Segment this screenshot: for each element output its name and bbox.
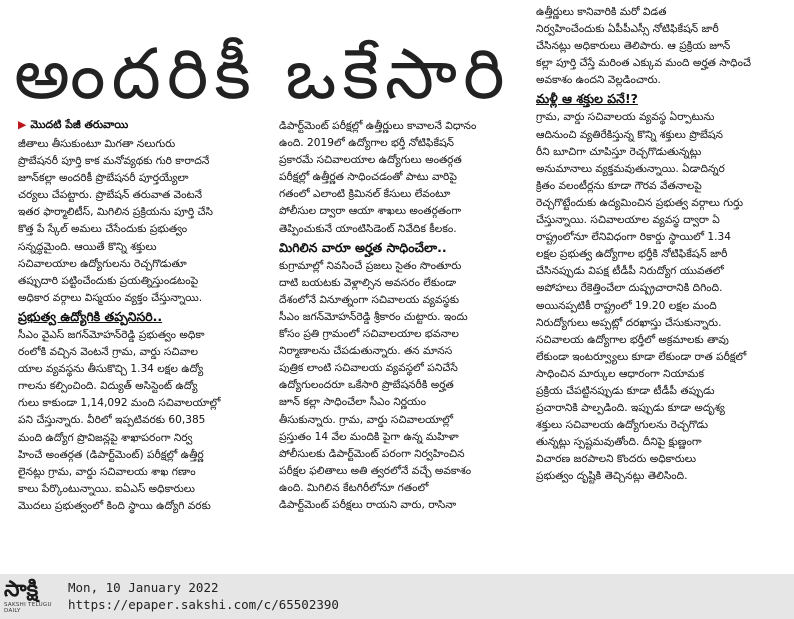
text-line: పోలీసులకు డిపార్ట్‌మెంట్ పరంగా నిర్వహించిన (279, 447, 465, 460)
col2-paras-a (279, 118, 529, 238)
article-column-2 (279, 118, 529, 514)
text-line: సన్నద్ధమైంది. ఆయితే కొన్ని శక్తులు (18, 240, 157, 253)
text-line: లక్షల ప్రభుత్వ ఉద్యోగాల భర్తీకి నోటిఫికేషన్ జారీ (536, 248, 728, 261)
text-line: విచారణ జరపాలని కొందరు అధికారులు (536, 453, 696, 466)
text-line: కల్లా పూర్తి చేస్తే మరింత ఎక్కువ మంది అర్హత సాధించే (536, 57, 752, 70)
text-line: అనుమానాలు వ్యక్తమవుతున్నాయి. ఏడాదిన్నర (536, 162, 725, 175)
text-line: చేసినట్లు అధికారులు తెలిపారు. ఆ ప్రక్రియ జూన్ (536, 40, 731, 53)
text-line: శక్తులు సచివాలయ ఉద్యోగులను రెచ్చగొడు (536, 419, 709, 432)
text-line: లైనట్లు గ్రామ, వార్డు సచివాలయ శాఖ గణాం (18, 465, 196, 478)
text-line: ప్రక్రియ చేపట్టినప్పుడు కూడా టీడీపీ తప్పుడు (536, 384, 715, 397)
text-line: నిర్మాణాలను చేపడుతున్నారు. తన మానస (279, 345, 453, 358)
text-line: రాష్ట్రంలోనూ లేనివిధంగా రికార్డు స్థాయిలో 1.34 (536, 231, 731, 244)
text-line: జీతాలు తీసుకుంటూ మిగతా నలుగురు (18, 138, 176, 150)
text-line: మొదలు ప్రభుత్వంలో కింది స్థాయి ఉద్యోగి వరకు (18, 499, 211, 512)
col3-paras-b (536, 109, 780, 485)
text-line: అధికార వర్గాలు విస్మయం వ్యక్తం చేస్తున్నాయి. (18, 291, 203, 304)
text-line: పుత్రిక లాంటి సచివాలయ వ్యవస్థలో పనిచేసే (279, 362, 458, 375)
text-line: పరీక్షల్లో ఉత్తీర్ణత సాధించడంతో పాటు వారిపై (279, 171, 457, 184)
footer-url[interactable]: https://epaper.sakshi.com/c/65502390 (68, 597, 339, 612)
text-line: ప్రకారమే సచివాలయాల ఉద్యోగులు అంతర్గత (279, 154, 462, 167)
text-line: రంలోకి వచ్చిన వెంటనే గ్రామ, వార్డు సచివాల (18, 346, 199, 359)
text-line: కొత్త పే స్కేల్ అమలు చేసేందుకు ప్రభుత్వం (18, 223, 188, 236)
text-line: రెచ్చగొట్టేందుకు ఉద్యమించిన ప్రభుత్వ వర్గాలు గుర్తు (536, 196, 744, 209)
text-line: యాల వ్యవస్థను తీసుకొచ్చి 1.34 లక్షల ఉద్యో (18, 363, 204, 376)
article-column-3 (536, 4, 780, 486)
text-line: ఉద్యోగులందరూ ఒకేసారి ప్రొబేషనరీకి అర్హత (279, 379, 454, 392)
text-line: దాటి బయటకు వెళ్లాల్సిన అవసరం లేకుండా (279, 276, 457, 289)
text-line: ఇతర ఫార్మాలిటీస్, మిగిలిన ప్రక్రియను పూర్తి చేసి (18, 206, 213, 219)
text-line: తున్నట్లు స్పష్టమవుతోంది. దీనిపై క్షుణ్ణంగా (536, 436, 702, 449)
col3-subhead: మళ్లీ ఆ శక్తుల పనే!? (536, 91, 638, 107)
col3-paras-a (536, 4, 780, 89)
text-line: సీఎం వైఎస్ జగన్‌మోహన్‌రెడ్డి ప్రభుత్వం అధికా (18, 328, 205, 341)
jump-label (18, 118, 128, 134)
text-line: జూన్ కల్లా సాధించేలా సీఎం నిర్ణయం (279, 396, 427, 409)
text-line: తప్పుదారి పట్టించేందుకు ప్రయత్నిస్తుండటంపై (18, 274, 199, 287)
text-line: లేకుండా ఇంటర్వ్యూలు కూడా లేకుండా రాత పరీక్షలో (536, 350, 747, 363)
text-line: తీసుకున్నారు. గ్రామ, వార్డు సచివాలయాల్లో (279, 413, 454, 426)
text-line: పోలీసుల ద్వారా ఆయా శాఖలు అంతర్గతంగా (279, 205, 462, 218)
text-line: రీని బూచిగా చూపిస్తూ రెచ్చగొడుతున్నట్లు (536, 145, 702, 158)
text-line: ప్రొబేషనరీ పూర్తి కాక మనోవ్యథకు గురి కారాదనే (18, 155, 210, 168)
logo-tagline: SAKSHI TELUGU DAILY (4, 602, 52, 614)
text-line: సచివాలయ ఉద్యోగాల భర్తీలో అక్రమాలకు తావు (536, 333, 729, 346)
text-line: ప్రభుత్వం దృష్టికి తెచ్చినట్లు తెలిసింది. (536, 470, 688, 483)
text-line: కోసం ప్రతి గ్రామంలో సచివాలయాల భవనాల (279, 328, 459, 341)
text-line: సచివాలయాల ఉద్యోగులను రెచ్చగొడుతూ (18, 257, 187, 270)
article-column-1 (18, 136, 272, 515)
text-line: నిర్వహించేందుకు ఏపీపీఎస్సీ నోటిఫికేషన్ జారీ (536, 23, 719, 36)
text-line: అయినప్పటికీ రాష్ట్రంలో 19.20 లక్షల మంది (536, 299, 717, 312)
text-line: చేస్తున్నాయి. సచివాలయాల వ్యవస్థ ద్వారా ఏ (536, 214, 720, 227)
sakshi-logo (4, 578, 62, 614)
logo-text: సాక్షి (4, 577, 39, 602)
col1-subhead: ప్రభుత్వ ఉద్యోగికి తప్పనిసరి.. (18, 308, 163, 324)
text-line: అపోహలు రేకెత్తించేలా దుష్ప్రచారానికి దిగింది. (536, 282, 723, 295)
col2-subhead: మిగిలిన వారూ అర్హత సాధించేలా.. (279, 239, 447, 255)
text-line: నిరుద్యోగులు అప్పట్లో దరఖాస్తు చేసుకున్నారు. (536, 316, 722, 329)
text-line: అవకాశం ఉందని వెల్లడించారు. (536, 74, 661, 87)
text-line: గతంలో ఎలాంటి క్రిమినల్ కేసులు లేవంటూ (279, 188, 451, 201)
footer-date: Mon, 10 January 2022 (68, 580, 219, 595)
text-line: డిపార్ట్‌మెంట్ పరీక్షలు రాయని వారు, రాసినా (279, 498, 457, 511)
text-line: సాధించిన మార్కుల ఆధారంగా నియామక (536, 367, 705, 380)
text-line: కుగ్రామాల్లో నివసించే ప్రజలు సైతం సొంతూరు (279, 259, 462, 272)
text-line: ఉత్తీర్ణులు కానివారికి మరో విడత (536, 6, 667, 18)
text-line: కాలు పేర్కొంటున్నాయి. ఐఏఎస్ అధికారులు (18, 482, 195, 495)
text-line: చర్యలు చేపట్టారు. ప్రొబేషన్ తరువాత వెంటనే (18, 189, 203, 202)
text-line: ఉంది. 2019లో ఉద్యోగాల భర్తీ నోటిఫికేషన్ (279, 137, 454, 150)
text-line: జూన్‌కల్లా అందరికీ ప్రొబేషనరీ పూర్తయ్యేలా (18, 172, 189, 185)
text-line: పని చేస్తున్నారు. వీరిలో ఇప్పటివరకు 60,385 (18, 414, 206, 427)
text-line: గులు కాకుండా 1,14,092 మంది సచివాలయాల్లో (18, 397, 221, 410)
text-line: గాలను కల్పించింది. విద్యుత్ అసిస్టెంట్ ఉద్యో (18, 380, 198, 393)
text-line: క్రితం వలంటీర్లను కూడా గౌరవ వేతనాలపై (536, 179, 702, 192)
triangle-bullet-icon: ▶ (18, 118, 27, 131)
jump-label-text: మొదటి పేజీ తరువాయి (30, 118, 129, 131)
text-line: డిపార్ట్‌మెంట్ పరీక్షల్లో ఉత్తీర్ణులు కావాలనే విధానం (279, 120, 477, 132)
col1-paras-a (18, 136, 272, 307)
text-line: సీఎం జగన్‌మోహన్‌రెడ్డి శ్రీకారం చుట్టారు. ఇందు (279, 310, 468, 323)
text-line: గ్రామ, వార్డు సచివాలయ వ్యవస్థ ఏర్పాటును (536, 111, 715, 124)
text-line: దేశంలోనే వినూత్నంగా సచివాలయ వ్యవస్థకు (279, 293, 460, 306)
text-line: తెప్పించుకునే యాంటిసిడెంట్ నివేదిక కీలకం. (279, 222, 457, 235)
text-line: హించే అంతర్గత (డిపార్ట్‌మెంట్) పరీక్షల్లో ఉత్తీర్ణ (18, 448, 204, 461)
col1-paras-b (18, 327, 272, 515)
headline: అందరికీ ఒకేసారి (14, 33, 511, 115)
col2-paras-b (279, 258, 529, 514)
text-line: ప్రస్తుతం 14 వేల మందికి పైగా ఉన్న మహిళా (279, 430, 459, 443)
text-line: పరీక్షల ఫలితాలు అతి త్వరలోనే వచ్చే అవకాశం (279, 464, 472, 477)
text-line: ఉంది. మిగిలిన కేటగిరీలోనూ గతంలో (279, 481, 429, 494)
text-line: మంది ఉద్యోగ ప్రొవిజన్లపై శాఖాపరంగా నిర్వ (18, 431, 193, 444)
text-line: ప్రచారానికి పాల్పడింది. ఇప్పుడు కూడా అదృశ్య (536, 402, 725, 415)
text-line: ఆదినుంచి వ్యతిరేకిస్తున్న కొన్ని శక్తులు ప్రొబేషన (536, 128, 723, 141)
text-line: చేసినప్పుడు విపక్ష టీడీపీ నిరుద్యోగ యువతలో (536, 265, 724, 278)
